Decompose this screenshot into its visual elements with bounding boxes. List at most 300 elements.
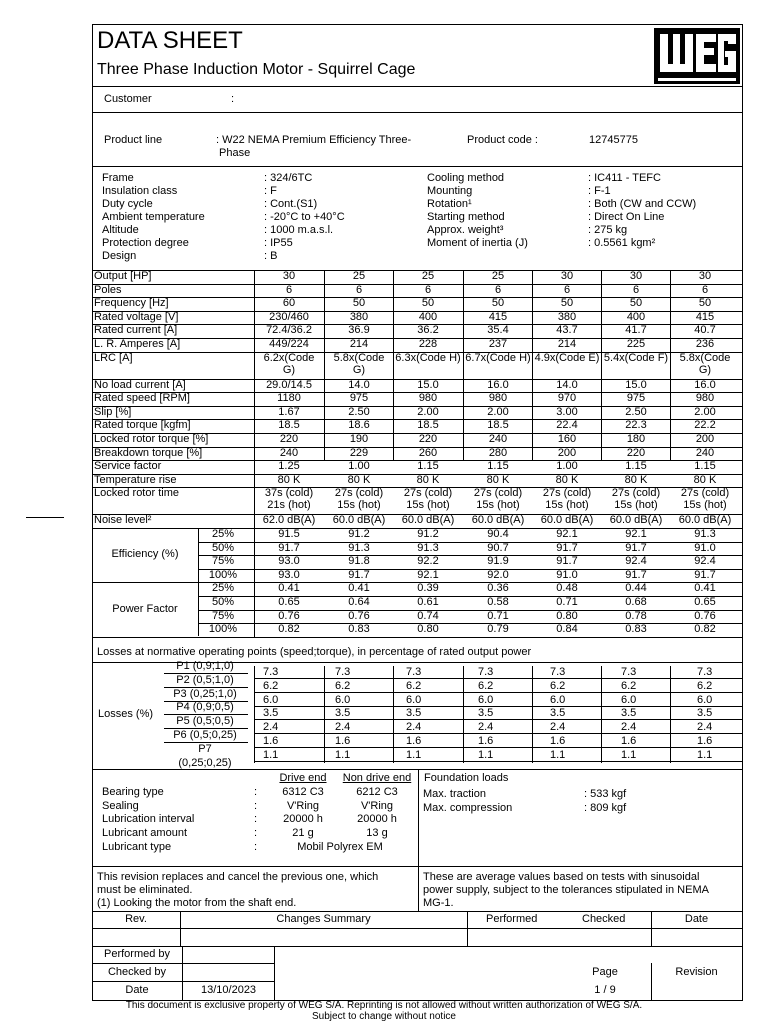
- cell-value: 91.7: [625, 568, 647, 581]
- cell-value: 400: [418, 310, 438, 323]
- cell-value: 29.0/14.5: [266, 378, 312, 391]
- page-label: Page: [592, 966, 618, 978]
- bearing-label: Lubrication interval: [102, 813, 195, 826]
- cell-value: 91.7: [625, 541, 647, 554]
- loss-value: 1.1: [263, 748, 279, 761]
- cell-value: 50: [421, 297, 435, 310]
- rule-line: [324, 666, 325, 763]
- date-header: Date: [684, 913, 709, 925]
- loss-value: 6.0: [621, 693, 637, 706]
- cell-value: 72.4/36.2: [266, 324, 312, 337]
- loss-value: 3.5: [621, 707, 637, 720]
- cell-value: 380: [349, 310, 369, 323]
- product-line-value: : W22 NEMA Premium Efficiency Three-: [216, 134, 412, 146]
- drive-end-header: Drive end: [279, 772, 327, 784]
- cell-value: 0.76: [278, 609, 300, 622]
- rule-line: [393, 666, 394, 763]
- cell-value: 0.41: [694, 582, 716, 595]
- rule-line: [532, 270, 533, 460]
- load-label: 100%: [208, 568, 238, 581]
- cell-value: 27s (cold): [473, 487, 523, 500]
- general-value: : B: [264, 250, 278, 262]
- row-label: Locked rotor torque [%]: [94, 433, 209, 445]
- cell-value: 50: [352, 297, 366, 310]
- row-label: Rated voltage [V]: [94, 310, 179, 323]
- cell-value: 0.65: [278, 596, 300, 608]
- note-right-3: MG-1.: [423, 897, 454, 909]
- cell-value: 6: [563, 283, 571, 296]
- cell-value: 25: [491, 270, 505, 282]
- cell-value: 22.2: [694, 419, 716, 432]
- cell-value: 41.7: [625, 324, 647, 337]
- cell-value: 230/460: [269, 310, 309, 323]
- cell-value: 0.82: [278, 623, 300, 636]
- loss-value: 1.6: [697, 735, 713, 747]
- revision-label: Revision: [675, 966, 718, 978]
- row-label: Noise level²: [94, 514, 152, 527]
- loss-value: 6.0: [550, 693, 566, 706]
- cell-value: 22.3: [625, 419, 647, 432]
- cell-value: 27s (cold): [542, 487, 592, 500]
- general-value: : 324/6TC: [264, 172, 313, 184]
- cell-value: 975: [349, 392, 369, 405]
- cell-value: 91.2: [417, 528, 439, 540]
- cell-value: 15s (hot): [476, 499, 520, 512]
- cell-value: 980: [418, 392, 438, 405]
- note-left-2: must be eliminated.: [97, 884, 193, 896]
- lubricant-type-value: Mobil Polyrex EM: [297, 841, 383, 853]
- bearing-nde: 13 g: [366, 827, 388, 840]
- cell-value: 1.67: [278, 405, 300, 418]
- foundation-value: : 809 kgf: [584, 801, 627, 814]
- rule-line: [463, 666, 464, 763]
- cell-value: 0.83: [348, 623, 370, 636]
- note-right-1: These are average values based on tests with sinusoidal: [423, 871, 700, 883]
- note-left-3: (1) Looking the motor from the shaft end.: [97, 897, 297, 909]
- cell-value: 2.00: [417, 405, 439, 418]
- rule-line: [418, 769, 419, 866]
- cell-value: 80 K: [624, 473, 648, 486]
- cell-value: 6: [355, 283, 363, 296]
- cell-value: 16.0: [487, 378, 509, 391]
- cell-value: 27s (cold): [680, 487, 730, 500]
- cell-value: 240: [488, 433, 508, 445]
- row-label: LRC [A]: [94, 351, 133, 364]
- row-label: Rated current [A]: [94, 324, 178, 337]
- cell-value: 260: [418, 446, 438, 459]
- loss-value: 3.5: [335, 707, 351, 720]
- loss-value: 7.3: [550, 666, 566, 678]
- bearing-nde: V'Ring: [360, 799, 394, 812]
- cell-value: 60: [282, 297, 296, 310]
- page-subtitle: Three Phase Induction Motor - Squirrel Cage: [97, 61, 416, 78]
- cell-value: 92.4: [625, 555, 647, 568]
- cell-value: 0.71: [487, 609, 509, 622]
- foundation-value: : 533 kgf: [584, 788, 627, 800]
- cell-value: 0.41: [348, 582, 370, 595]
- cell-value: 2.50: [348, 405, 370, 418]
- cell-value: 200: [557, 446, 577, 459]
- bearing-sep: :: [254, 799, 258, 812]
- cell-value: 62.0 dB(A): [262, 514, 316, 527]
- loss-value: 6.0: [697, 693, 713, 706]
- cell-value: 0.74: [417, 609, 439, 622]
- cell-value: 21s (hot): [267, 499, 311, 512]
- cell-value: 25: [421, 270, 435, 282]
- general-label: Frame: [102, 172, 134, 184]
- cell-value: 3.00: [556, 405, 578, 418]
- cell-value: 91.3: [417, 541, 439, 554]
- rule-line: [670, 270, 671, 460]
- cell-value: 0.58: [487, 596, 509, 608]
- cell-value: 0.80: [556, 609, 578, 622]
- rule-line: [92, 637, 743, 638]
- cell-value: 14.0: [556, 378, 578, 391]
- general-label: Starting method: [427, 211, 505, 223]
- cell-value: 93.0: [278, 568, 300, 581]
- load-label: 50%: [211, 596, 235, 608]
- bearing-de: 20000 h: [283, 813, 323, 826]
- cell-value: 15s (hot): [614, 499, 658, 512]
- cell-value: 5.4x(Code F): [603, 351, 669, 364]
- checked-by-label: Checked by: [107, 966, 167, 978]
- load-label: 75%: [211, 609, 235, 622]
- cell-value: 91.8: [348, 555, 370, 568]
- weg-logo: [654, 28, 740, 84]
- load-label: 50%: [211, 541, 235, 554]
- cell-value: 400: [626, 310, 646, 323]
- cell-value: 2.00: [487, 405, 509, 418]
- cell-value: 50: [698, 297, 712, 310]
- loss-value: 6.2: [478, 679, 494, 692]
- performed-header: Performed: [486, 913, 538, 925]
- cell-value: 90.7: [487, 541, 509, 554]
- note-right-2: power supply, subject to the tolerances stipulated in NEMA: [423, 884, 709, 896]
- cell-value: 18.6: [348, 419, 370, 432]
- cell-value: 220: [626, 446, 646, 459]
- loss-value: 7.3: [621, 666, 637, 678]
- cell-value: 970: [557, 392, 577, 405]
- cell-value: 15s (hot): [683, 499, 727, 512]
- cell-value: 237: [488, 338, 508, 350]
- row-label: Rated torque [kgfm]: [94, 419, 191, 432]
- cell-value: 36.9: [348, 324, 370, 337]
- cell-value: 15s (hot): [545, 499, 589, 512]
- cell-value: 415: [695, 310, 715, 323]
- cell-value: 16.0: [694, 378, 716, 391]
- loss-value: 2.4: [621, 721, 637, 734]
- foundation-title: Foundation loads: [424, 772, 509, 784]
- checked-header: Checked: [582, 913, 626, 925]
- loss-value: 1.6: [621, 735, 637, 747]
- loss-value: 6.2: [335, 679, 351, 692]
- cell-value: 6: [494, 283, 502, 296]
- cell-value: 0.76: [348, 609, 370, 622]
- cell-value: 92.2: [417, 555, 439, 568]
- cell-value: 60.0 dB(A): [332, 514, 386, 527]
- general-value: : IC411 - TEFC: [588, 172, 661, 184]
- loss-value: 6.2: [621, 679, 637, 692]
- row-label: Service factor: [94, 460, 162, 473]
- row-label: Frequency [Hz]: [94, 297, 169, 310]
- rev-header: Rev.: [125, 913, 147, 925]
- cell-value: 92.1: [417, 568, 439, 581]
- note-left-1: This revision replaces and cancel the previous one, which: [97, 871, 379, 883]
- bearing-de: 6312 C3: [282, 786, 324, 798]
- loss-value: 6.2: [263, 679, 279, 692]
- bearing-label: Lubricant amount: [102, 827, 187, 840]
- loss-value: 7.3: [406, 666, 422, 678]
- product-line-value-2: Phase: [219, 147, 251, 159]
- lubricant-type-label: Lubricant type: [102, 841, 172, 853]
- cell-value: 60.0 dB(A): [471, 514, 525, 527]
- cell-value: 0.44: [625, 582, 647, 595]
- cell-value: 2.50: [625, 405, 647, 418]
- cell-value: 0.65: [694, 596, 716, 608]
- cell-value: 1.15: [625, 460, 647, 473]
- general-label: Approx. weight³: [427, 224, 504, 236]
- cell-value: 280: [488, 446, 508, 459]
- cell-value: 0.68: [625, 596, 647, 608]
- rule-line: [532, 666, 533, 763]
- cell-value: 5.8x(Code: [333, 351, 385, 364]
- cell-value: 90.4: [487, 528, 509, 540]
- cell-value: 30: [629, 270, 643, 282]
- cell-value: 220: [279, 433, 299, 445]
- foundation-label: Max. traction: [423, 788, 486, 800]
- cell-value: 0.36: [487, 582, 509, 595]
- bearing-nde: 6212 C3: [356, 786, 398, 798]
- cell-value: 6.7x(Code H): [465, 351, 531, 364]
- cell-value: 91.7: [694, 568, 716, 581]
- rule-line: [463, 270, 464, 460]
- cell-value: 415: [488, 310, 508, 323]
- cell-value: 30: [282, 270, 296, 282]
- cell-value: 6.2x(Code: [263, 351, 315, 364]
- loss-value: 1.1: [406, 748, 422, 761]
- page-title: DATA SHEET: [97, 27, 243, 54]
- loss-value: 3.5: [550, 707, 566, 720]
- bearing-label: Sealing: [102, 799, 139, 812]
- cell-value: 91.7: [348, 568, 370, 581]
- bearing-sep: :: [254, 786, 258, 798]
- cell-value: 93.0: [278, 555, 300, 568]
- loss-value: 7.3: [263, 666, 279, 678]
- cell-value: 0.79: [487, 623, 509, 636]
- general-value: : Both (CW and CCW): [588, 198, 697, 210]
- cell-value: 0.80: [417, 623, 439, 636]
- rule-line: [601, 666, 602, 763]
- group-label: Power Factor: [112, 602, 178, 615]
- loss-value: 3.5: [263, 707, 279, 720]
- cell-value: 35.4: [487, 324, 509, 337]
- rule-line: [393, 270, 394, 460]
- bearing-label: Bearing type: [102, 786, 164, 798]
- cell-value: 0.41: [278, 582, 300, 595]
- cell-value: 0.76: [694, 609, 716, 622]
- loss-value: 1.1: [478, 748, 494, 761]
- loss-value: 2.4: [335, 721, 351, 734]
- cell-value: 15.0: [625, 378, 647, 391]
- loss-point-label: P2 (0,5;1,0): [176, 673, 234, 686]
- general-value: : 0.5561 kgm²: [588, 237, 656, 249]
- general-label: Altitude: [102, 224, 139, 236]
- cell-value: 5.8x(Code: [679, 351, 731, 364]
- cell-value: 240: [279, 446, 299, 459]
- cell-value: 380: [557, 310, 577, 323]
- cell-value: 449/224: [269, 338, 309, 350]
- row-label: Output [HP]: [94, 270, 152, 282]
- rule-line: [198, 528, 199, 582]
- loss-value: 1.6: [478, 735, 494, 747]
- cell-value: 40.7: [694, 324, 716, 337]
- cell-value: 80 K: [277, 473, 301, 486]
- cell-value: 0.64: [348, 596, 370, 608]
- loss-value: 3.5: [406, 707, 422, 720]
- row-label: Breakdown torque [%]: [94, 446, 203, 459]
- loss-value: 7.3: [697, 666, 713, 678]
- general-value: : F: [264, 185, 277, 197]
- cell-value: 0.39: [417, 582, 439, 595]
- general-label: Duty cycle: [102, 198, 153, 210]
- product-code-value: 12745775: [589, 134, 638, 146]
- loss-point-label: P1 (0,9;1,0): [176, 660, 234, 672]
- loss-value: 6.2: [697, 679, 713, 692]
- general-label: Cooling method: [427, 172, 505, 184]
- loss-value: 6.2: [550, 679, 566, 692]
- cell-value: 1.00: [348, 460, 370, 473]
- rule-line: [324, 270, 325, 460]
- general-value: : Cont.(S1): [264, 198, 318, 210]
- cell-value: 36.2: [417, 324, 439, 337]
- cell-value: 4.9x(Code E): [534, 351, 600, 364]
- cell-value: 91.7: [278, 541, 300, 554]
- changes-header: Changes Summary: [276, 913, 371, 925]
- product-code-label: Product code :: [467, 134, 538, 146]
- cell-value: 18.5: [278, 419, 300, 432]
- cell-value: 2.00: [694, 405, 716, 418]
- cell-value: 6: [632, 283, 640, 296]
- bearing-de: 21 g: [292, 827, 314, 840]
- loss-point-label: P3 (0,25;1,0): [173, 687, 237, 700]
- cell-value: 80 K: [693, 473, 717, 486]
- cell-value: 0.61: [417, 596, 439, 608]
- cell-value: G): [698, 363, 712, 376]
- general-label: Mounting: [427, 185, 473, 197]
- cell-value: 50: [560, 297, 574, 310]
- row-label: Rated speed [RPM]: [94, 392, 190, 405]
- cell-value: 6: [424, 283, 432, 296]
- cell-value: 6: [701, 283, 709, 296]
- cell-value: 200: [695, 433, 715, 445]
- loss-value: 3.5: [697, 707, 713, 720]
- cell-value: 60.0 dB(A): [401, 514, 455, 527]
- loss-value: 6.0: [263, 693, 279, 706]
- loss-value: 3.5: [478, 707, 494, 720]
- cell-value: 25: [352, 270, 366, 282]
- loss-value: 6.0: [478, 693, 494, 706]
- date-label: Date: [125, 984, 149, 996]
- load-label: 75%: [211, 555, 235, 568]
- cell-value: 6: [285, 283, 293, 296]
- cell-value: 980: [488, 392, 508, 405]
- customer-label: Customer: [104, 93, 152, 105]
- rule-line: [601, 270, 602, 460]
- cell-value: 91.0: [694, 541, 716, 554]
- cell-value: 1180: [277, 392, 301, 405]
- cell-value: 229: [349, 446, 369, 459]
- cell-value: 15.0: [417, 378, 439, 391]
- cell-value: 0.48: [556, 582, 578, 595]
- cell-value: 91.2: [348, 528, 370, 540]
- row-label: Temperature rise: [94, 473, 177, 486]
- cell-value: 214: [349, 338, 369, 350]
- loss-value: 7.3: [478, 666, 494, 678]
- loss-value: 6.2: [406, 679, 422, 692]
- loss-value: 7.3: [335, 666, 351, 678]
- rule-line: [254, 666, 255, 763]
- foundation-label: Max. compression: [423, 801, 513, 814]
- loss-value: 1.1: [335, 748, 351, 761]
- loss-value: 1.6: [550, 735, 566, 747]
- cell-value: 50: [491, 297, 505, 310]
- general-value: : Direct On Line: [588, 211, 665, 223]
- cell-value: G): [282, 363, 296, 376]
- loss-point-label: P5 (0,5;0,5): [176, 715, 234, 728]
- row-label: L. R. Amperes [A]: [94, 338, 181, 350]
- cell-value: 15s (hot): [406, 499, 450, 512]
- cell-value: 91.3: [348, 541, 370, 554]
- bearing-nde: 20000 h: [357, 813, 397, 826]
- bearing-de: V'Ring: [286, 799, 320, 812]
- cell-value: 37s (cold): [264, 487, 314, 500]
- loss-value: 1.6: [335, 735, 351, 747]
- general-label: Design: [102, 250, 137, 262]
- cell-value: 60.0 dB(A): [678, 514, 732, 527]
- cell-value: 1.25: [278, 460, 300, 473]
- cell-value: 214: [557, 338, 577, 350]
- cell-value: 1.15: [487, 460, 509, 473]
- general-value: : 1000 m.a.s.l.: [264, 224, 334, 236]
- cell-value: 80 K: [486, 473, 510, 486]
- cell-value: 60.0 dB(A): [540, 514, 594, 527]
- cell-value: 91.0: [556, 568, 578, 581]
- row-label: No load current [A]: [94, 378, 186, 391]
- cell-value: 27s (cold): [403, 487, 453, 500]
- general-label: Insulation class: [102, 185, 178, 197]
- general-value: : F-1: [588, 185, 611, 197]
- margin-mark: [26, 517, 64, 518]
- general-label: Moment of inertia (J): [427, 237, 528, 249]
- bearing-sep: :: [254, 827, 258, 840]
- group-label: Efficiency (%): [111, 548, 179, 561]
- cell-value: 91.5: [278, 528, 300, 540]
- loss-point-label: P7: [198, 742, 212, 755]
- cell-value: 6.3x(Code H): [395, 351, 461, 364]
- cell-value: 15s (hot): [337, 499, 381, 512]
- cell-value: 14.0: [348, 378, 370, 391]
- bearing-sep: :: [254, 841, 258, 853]
- row-label: Slip [%]: [94, 405, 132, 418]
- bearing-sep: :: [254, 813, 258, 826]
- row-label: Locked rotor time: [94, 487, 179, 500]
- cell-value: 91.7: [556, 541, 578, 554]
- load-label: 100%: [208, 623, 238, 636]
- load-label: 25%: [211, 582, 235, 595]
- cell-value: 91.9: [487, 555, 509, 568]
- cell-value: 22.4: [556, 419, 578, 432]
- loss-point-label: (0,25;0,25): [178, 756, 232, 769]
